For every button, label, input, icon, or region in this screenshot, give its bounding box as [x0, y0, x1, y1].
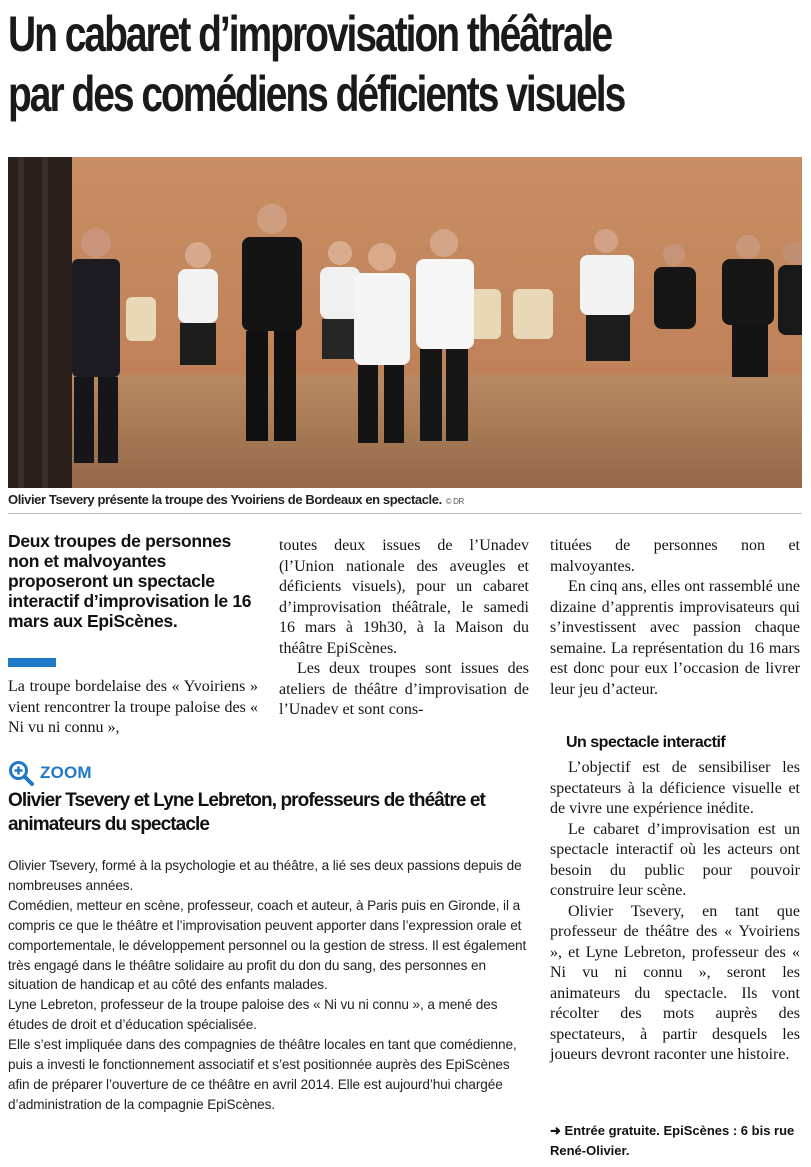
- zoom-paragraph-1: Olivier Tsevery, formé à la psychologie et au théâtre, a lié ses deux passions depuis de nombreuses années.: [8, 858, 522, 893]
- accent-bar: [8, 658, 56, 667]
- zoom-tag: [8, 760, 92, 786]
- photo-caption: [8, 492, 802, 510]
- photo-credit: © DR: [445, 497, 464, 506]
- column-3-top: [550, 536, 800, 700]
- divider: [8, 513, 802, 514]
- zoom-paragraph-2: Comédien, metteur en scène, professeur, coach et auteur, à Paris puis en Gironde, il a compris ce que le théâtre et l’improvisation peuvent apporter dans l’expression orale et comportementale, le développement personnel ou la gestion de stress. Il est également très engagé dans le théâtre solidaire au profit du don du sang, des personnes en situation de handicap et au côté des enfants malades.: [8, 897, 527, 993]
- stage-floor: [8, 375, 802, 488]
- zoom-plus-icon: [8, 760, 34, 786]
- col3-paragraph-2: En cinq ans, elles ont rassemblé une dizaine d’apprentis improvisateurs qui s’investissent avec passion chaque semaine. La représentation du 16 mars est donc pour eux l’occasion de livrer leur jeu d’acteur.: [550, 578, 800, 698]
- curtain: [8, 157, 72, 488]
- col1-paragraph: La troupe bordelaise des « Yvoiriens » vient rencontrer la troupe paloise des « Ni vu ni connu »,: [8, 678, 258, 736]
- article-photo: [8, 157, 802, 488]
- stage-scene-illustration: [8, 157, 802, 488]
- column-1: [8, 677, 258, 739]
- col3-paragraph-1: tituées de personnes non et malvoyantes.: [550, 537, 800, 575]
- column-3-bottom: [550, 758, 800, 1066]
- headline: [8, 4, 811, 124]
- caption-text: Olivier Tsevery présente la troupe des Yvoiriens de Bordeaux en spectacle.: [8, 492, 442, 507]
- arrow-icon: ➜: [550, 1123, 561, 1138]
- col3-paragraph-3: L’objectif est de sensibiliser les spectateurs à la déficience visuelle et de vivre une expérience inédite.: [550, 759, 800, 817]
- zoom-paragraph-4: Elle s’est impliquée dans des compagnies de théâtre locales en tant que comédienne, puis a investi le fonctionnement associatif et s’est positionnée auprès des EpiScènes afin de préparer l’ouverture de ce théâtre en avril 2014. Elle est aujourd’hui chargée d’administration de la compagnie EpiScènes.: [8, 1037, 517, 1112]
- zoom-label: ZOOM: [40, 763, 92, 782]
- col2-paragraph-1: toutes deux issues de l’Unadev (l’Union nationale des aveugles et déficients visuels), pour un cabaret d’improvisation théâtrale, le samedi 16 mars à 19h30, à la Maison du théâtre EpiScènes.: [279, 537, 529, 657]
- practical-info-text: Entrée gratuite. EpiScènes : 6 bis rue René-Olivier.: [550, 1123, 795, 1158]
- article-lead: Deux troupes de personnes non et malvoyantes proposeront un spectacle interactif d’improvisation le 16 mars aux EpiScènes.: [8, 531, 252, 631]
- column-2: [279, 536, 529, 721]
- headline-line-2: par des comédiens déficients visuels: [8, 66, 625, 122]
- zoom-body: [8, 856, 530, 1115]
- zoom-paragraph-3: Lyne Lebreton, professeur de la troupe paloise des « Ni vu ni connu », a mené des études de droit et d’éducation spécialisée.: [8, 997, 498, 1033]
- zoom-title: Olivier Tsevery et Lyne Lebreton, professeurs de théâtre et animateurs du spectacle: [8, 790, 485, 835]
- col2-paragraph-2: Les deux troupes sont issues des ateliers de théâtre d’improvisation de l’Unadev et sont cons-: [279, 660, 529, 718]
- practical-info: [550, 1121, 800, 1161]
- headline-line-1: Un cabaret d’improvisation théâtrale: [8, 6, 612, 62]
- section-subhead: Un spectacle interactif: [566, 734, 726, 751]
- col3-paragraph-5: Olivier Tsevery, en tant que professeur de théâtre des « Yvoiriens », et Lyne Lebreton, professeur des « Ni vu ni connu », seront les animateurs du spectacle. Ils vont récolter des mots auprès des spectateurs, à partir desquels les joueurs devront raconter une histoire.: [550, 902, 800, 1063]
- col3-paragraph-4: Le cabaret d’improvisation est un spectacle interactif où les acteurs ont besoin du public pour pouvoir construire leur scène.: [550, 820, 800, 899]
